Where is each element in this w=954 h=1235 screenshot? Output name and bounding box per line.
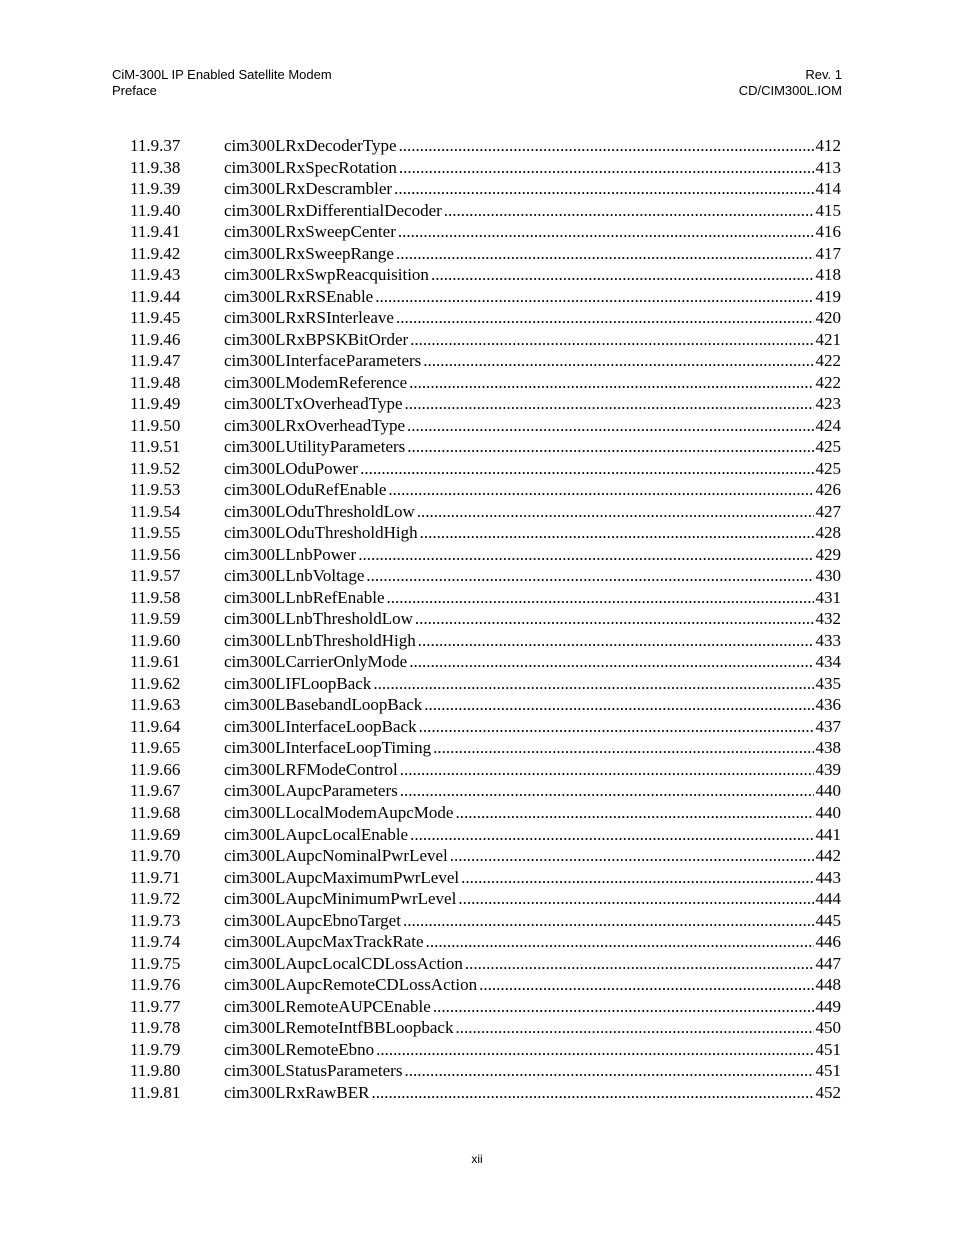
toc-entry-number: 11.9.71 <box>130 867 181 887</box>
dot-leader <box>371 1082 813 1104</box>
toc-entry-page[interactable]: 444 <box>815 889 841 909</box>
toc-entry-number: 11.9.53 <box>130 480 181 500</box>
toc-entry-page[interactable]: 436 <box>815 695 841 715</box>
dot-leader <box>358 544 813 566</box>
toc-entry-title[interactable]: cim300LRxBPSKBitOrder <box>224 329 409 349</box>
toc-entry[interactable] <box>130 716 841 738</box>
toc-entry[interactable] <box>130 415 841 437</box>
toc-entry[interactable] <box>130 974 841 996</box>
toc-entry-page[interactable]: 414 <box>815 179 841 199</box>
dot-leader <box>423 350 813 372</box>
toc-entry-title[interactable]: cim300LRxDecoderType <box>224 136 397 155</box>
toc-entry-number: 11.9.42 <box>130 243 181 263</box>
toc-entry-title[interactable]: cim300LInterfaceLoopTiming <box>224 738 432 758</box>
toc-entry-title[interactable]: cim300LRFModeControl <box>224 759 398 779</box>
dot-leader <box>407 415 813 437</box>
toc-entry-number: 11.9.41 <box>130 222 181 242</box>
toc-entry-title[interactable]: cim300LRxRSInterleave <box>224 308 394 328</box>
table-of-contents <box>130 135 841 1103</box>
toc-entry-page[interactable]: 437 <box>815 716 841 736</box>
dot-leader <box>410 329 813 351</box>
toc-entry-title[interactable]: cim300LOduPower <box>224 458 359 478</box>
toc-entry-number: 11.9.73 <box>130 910 181 930</box>
toc-entry[interactable] <box>130 372 841 394</box>
toc-entry[interactable] <box>130 910 841 932</box>
revision: Rev. 1 <box>805 67 842 82</box>
toc-entry-title[interactable]: cim300LIFLoopBack <box>224 673 372 693</box>
toc-entry-page[interactable]: 449 <box>815 996 841 1016</box>
toc-entry-page[interactable]: 417 <box>815 243 841 263</box>
toc-entry-number: 11.9.58 <box>130 587 181 607</box>
toc-entry-page[interactable]: 452 <box>815 1082 841 1102</box>
toc-entry-title[interactable]: cim300LModemReference <box>224 372 408 392</box>
toc-entry[interactable] <box>130 544 841 566</box>
toc-entry-number: 11.9.77 <box>130 996 181 1016</box>
toc-entry-title[interactable]: cim300LInterfaceLoopBack <box>224 716 417 736</box>
toc-entry-title[interactable]: cim300LRxSweepRange <box>224 243 394 263</box>
dot-leader <box>373 673 813 695</box>
toc-entry[interactable] <box>130 824 841 846</box>
toc-entry-number: 11.9.65 <box>130 738 181 758</box>
toc-entry-page[interactable]: 428 <box>815 523 841 543</box>
toc-entry-title[interactable]: cim300LLnbVoltage <box>224 566 365 586</box>
toc-entry[interactable] <box>130 479 841 501</box>
toc-entry-number: 11.9.67 <box>130 781 181 801</box>
toc-entry-number: 11.9.37 <box>130 136 181 155</box>
toc-entry-page[interactable]: 440 <box>815 802 841 822</box>
dot-leader <box>400 759 814 781</box>
toc-entry[interactable] <box>130 1017 841 1039</box>
toc-entry-number: 11.9.50 <box>130 415 181 435</box>
toc-entry-page[interactable]: 441 <box>815 824 841 844</box>
toc-entry-page[interactable]: 446 <box>815 932 841 952</box>
toc-entry[interactable] <box>130 608 841 630</box>
toc-entry-number: 11.9.43 <box>130 265 181 285</box>
toc-entry[interactable] <box>130 286 841 308</box>
toc-entry-title[interactable]: cim300LStatusParameters <box>224 1061 403 1081</box>
toc-entry-number: 11.9.49 <box>130 394 181 414</box>
toc-entry-page[interactable]: 431 <box>815 587 841 607</box>
toc-entry[interactable] <box>130 1082 841 1104</box>
toc-entry-number: 11.9.70 <box>130 846 181 866</box>
toc-entry-page[interactable]: 412 <box>815 136 841 155</box>
toc-entry-title[interactable]: cim300LOduThresholdLow <box>224 501 415 521</box>
toc-entry-number: 11.9.48 <box>130 372 181 392</box>
toc-entry-number: 11.9.69 <box>130 824 181 844</box>
toc-entry-page[interactable]: 429 <box>815 544 841 564</box>
toc-entry-page[interactable]: 434 <box>815 652 841 672</box>
toc-entry-page[interactable]: 439 <box>815 759 841 779</box>
toc-entry-title[interactable]: cim300LAupcRemoteCDLossAction <box>224 975 478 995</box>
dot-leader <box>396 307 814 329</box>
toc-entry-page[interactable]: 440 <box>815 781 841 801</box>
toc-entry-page[interactable]: 435 <box>815 673 841 693</box>
toc-entry[interactable] <box>130 264 841 286</box>
toc-entry[interactable] <box>130 157 841 179</box>
toc-entry-title[interactable]: cim300LRemoteEbno <box>224 1039 375 1059</box>
toc-entry-page[interactable]: 425 <box>815 437 841 457</box>
toc-entry[interactable] <box>130 1060 841 1082</box>
toc-entry-page[interactable]: 424 <box>815 415 841 435</box>
toc-entry-title[interactable]: cim300LOduRefEnable <box>224 480 387 500</box>
dot-leader <box>376 1039 813 1061</box>
toc-entry[interactable] <box>130 673 841 695</box>
dot-leader <box>433 996 814 1018</box>
toc-entry-title[interactable]: cim300LLnbThresholdLow <box>224 609 413 629</box>
toc-entry[interactable] <box>130 694 841 716</box>
dot-leader <box>396 243 814 265</box>
toc-entry[interactable] <box>130 200 841 222</box>
toc-entry-number: 11.9.78 <box>130 1018 181 1038</box>
dot-leader <box>404 1060 813 1082</box>
toc-entry-page[interactable]: 425 <box>815 458 841 478</box>
dot-leader <box>399 135 814 157</box>
dot-leader <box>403 910 814 932</box>
toc-entry-title[interactable]: cim300LAupcEbnoTarget <box>224 910 401 930</box>
dot-leader <box>366 565 813 587</box>
toc-entry[interactable] <box>130 522 841 544</box>
toc-entry-number: 11.9.55 <box>130 523 181 543</box>
toc-entry-title[interactable]: cim300LRxRawBER <box>224 1082 370 1102</box>
toc-entry-title[interactable]: cim300LRxSwpReacquisition <box>224 265 429 285</box>
toc-entry[interactable] <box>130 996 841 1018</box>
toc-entry-number: 11.9.66 <box>130 759 181 779</box>
dot-leader <box>388 479 813 501</box>
dot-leader <box>455 802 813 824</box>
toc-entry-page[interactable]: 423 <box>815 394 841 414</box>
toc-entry-number: 11.9.40 <box>130 200 181 220</box>
dot-leader <box>450 845 814 867</box>
document-title: CiM-300L IP Enabled Satellite Modem <box>112 67 332 82</box>
dot-leader <box>465 953 814 975</box>
toc-entry-page[interactable]: 445 <box>815 910 841 930</box>
toc-entry-title[interactable]: cim300LAupcLocalCDLossAction <box>224 953 463 973</box>
toc-entry-number: 11.9.51 <box>130 437 181 457</box>
page-number: xii <box>471 1152 483 1166</box>
document-code: CD/CIM300L.IOM <box>738 83 842 98</box>
dot-leader <box>399 157 814 179</box>
toc-entry-title[interactable]: cim300LRxSpecRotation <box>224 157 397 177</box>
toc-entry-title[interactable]: cim300LCarrierOnlyMode <box>224 652 408 672</box>
toc-entry-number: 11.9.60 <box>130 630 181 650</box>
toc-entry-title[interactable]: cim300LRxOverheadType <box>224 415 406 435</box>
toc-entry-title[interactable]: cim300LRxRSEnable <box>224 286 374 306</box>
dot-leader <box>375 286 813 308</box>
toc-entry-number: 11.9.79 <box>130 1039 181 1059</box>
dot-leader <box>418 630 814 652</box>
dot-leader <box>444 200 814 222</box>
dot-leader <box>420 522 814 544</box>
toc-entry-page[interactable]: 416 <box>815 222 841 242</box>
toc-entry-title[interactable]: cim300LRxSweepCenter <box>224 222 396 242</box>
header-left <box>112 67 332 99</box>
toc-entry-number: 11.9.72 <box>130 889 181 909</box>
toc-entry-number: 11.9.62 <box>130 673 181 693</box>
toc-entry[interactable] <box>130 329 841 351</box>
toc-entry-number: 11.9.47 <box>130 351 181 371</box>
dot-leader <box>407 436 813 458</box>
toc-entry-page[interactable]: 413 <box>815 157 841 177</box>
toc-entry-title[interactable]: cim300LBasebandLoopBack <box>224 695 423 715</box>
toc-entry[interactable] <box>130 565 841 587</box>
dot-leader <box>409 651 813 673</box>
toc-entry-page[interactable]: 427 <box>815 501 841 521</box>
header-right <box>739 67 842 99</box>
toc-entry-page[interactable]: 438 <box>815 738 841 758</box>
toc-entry-number: 11.9.74 <box>130 932 181 952</box>
dot-leader <box>424 694 813 716</box>
toc-entry-number: 11.9.80 <box>130 1061 181 1081</box>
toc-entry-page[interactable]: 450 <box>815 1018 841 1038</box>
toc-entry-page[interactable]: 418 <box>815 265 841 285</box>
toc-entry-title[interactable]: cim300LAupcMaxTrackRate <box>224 932 424 952</box>
toc-entry-page[interactable]: 442 <box>815 846 841 866</box>
toc-entry-number: 11.9.75 <box>130 953 181 973</box>
toc-entry-page[interactable]: 443 <box>815 867 841 887</box>
toc-entry[interactable] <box>130 630 841 652</box>
dot-leader <box>387 587 814 609</box>
toc-entry[interactable] <box>130 802 841 824</box>
dot-leader <box>431 264 814 286</box>
toc-entry[interactable] <box>130 1039 841 1061</box>
toc-entry-title[interactable]: cim300LUtilityParameters <box>224 437 406 457</box>
toc-entry-page[interactable]: 432 <box>815 609 841 629</box>
toc-entry[interactable] <box>130 307 841 329</box>
toc-entry-number: 11.9.44 <box>130 286 181 306</box>
toc-entry-number: 11.9.52 <box>130 458 181 478</box>
dot-leader <box>419 716 814 738</box>
toc-entry-title[interactable]: cim300LLnbThresholdHigh <box>224 630 416 650</box>
toc-entry[interactable] <box>130 393 841 415</box>
toc-entry-page[interactable]: 430 <box>815 566 841 586</box>
toc-entry[interactable] <box>130 780 841 802</box>
toc-entry-number: 11.9.59 <box>130 609 181 629</box>
toc-entry-number: 11.9.45 <box>130 308 181 328</box>
toc-entry-number: 11.9.38 <box>130 157 181 177</box>
toc-entry-page[interactable]: 451 <box>815 1061 841 1081</box>
section-name: Preface <box>112 83 157 98</box>
toc-entry-page[interactable]: 422 <box>815 372 841 392</box>
toc-entry-title[interactable]: cim300LLocalModemAupcMode <box>224 802 454 822</box>
toc-entry-title[interactable]: cim300LInterfaceParameters <box>224 351 422 371</box>
toc-entry-number: 11.9.39 <box>130 179 181 199</box>
toc-entry-title[interactable]: cim300LLnbPower <box>224 544 357 564</box>
toc-entry-page[interactable]: 451 <box>815 1039 841 1059</box>
toc-entry-page[interactable]: 433 <box>815 630 841 650</box>
toc-entry-title[interactable]: cim300LRxDescrambler <box>224 179 393 199</box>
dot-leader <box>410 824 813 846</box>
toc-entry[interactable] <box>130 135 841 157</box>
toc-entry[interactable] <box>130 931 841 953</box>
toc-entry-page[interactable]: 448 <box>815 975 841 995</box>
toc-entry-title[interactable]: cim300LRemoteIntfBBLoopback <box>224 1018 454 1038</box>
toc-entry-number: 11.9.64 <box>130 716 181 736</box>
dot-leader <box>461 867 813 889</box>
toc-entry[interactable] <box>130 178 841 200</box>
toc-entry[interactable] <box>130 888 841 910</box>
toc-entry-number: 11.9.76 <box>130 975 181 995</box>
toc-entry[interactable] <box>130 501 841 523</box>
dot-leader <box>398 221 814 243</box>
toc-entry-number: 11.9.57 <box>130 566 181 586</box>
toc-entry-page[interactable]: 419 <box>815 286 841 306</box>
toc-entry-number: 11.9.61 <box>130 652 181 672</box>
toc-entry[interactable] <box>130 243 841 265</box>
dot-leader <box>433 737 813 759</box>
toc-entry-title[interactable]: cim300LAupcParameters <box>224 781 398 801</box>
dot-leader <box>409 372 813 394</box>
toc-entry-page[interactable]: 426 <box>815 480 841 500</box>
toc-entry-page[interactable]: 422 <box>815 351 841 371</box>
dot-leader <box>479 974 813 996</box>
toc-entry[interactable] <box>130 759 841 781</box>
toc-entry[interactable] <box>130 867 841 889</box>
dot-leader <box>426 931 814 953</box>
toc-entry-title[interactable]: cim300LOduThresholdHigh <box>224 523 418 543</box>
dot-leader <box>360 458 813 480</box>
toc-entry-title[interactable]: cim300LRemoteAUPCEnable <box>224 996 431 1016</box>
dot-leader <box>405 393 814 415</box>
dot-leader <box>415 608 814 630</box>
toc-entry-page[interactable]: 415 <box>815 200 841 220</box>
toc-entry-page[interactable]: 421 <box>815 329 841 349</box>
toc-entry[interactable] <box>130 350 841 372</box>
toc-entry[interactable] <box>130 221 841 243</box>
toc-entry[interactable] <box>130 953 841 975</box>
dot-leader <box>417 501 814 523</box>
toc-entry[interactable] <box>130 845 841 867</box>
toc-entry-title[interactable]: cim300LAupcMaximumPwrLevel <box>224 867 460 887</box>
toc-entry-number: 11.9.46 <box>130 329 181 349</box>
toc-entry-number: 11.9.56 <box>130 544 181 564</box>
toc-entry-title[interactable]: cim300LAupcLocalEnable <box>224 824 409 844</box>
toc-entry-title[interactable]: cim300LRxDifferentialDecoder <box>224 200 442 220</box>
toc-entry[interactable] <box>130 436 841 458</box>
toc-entry-title[interactable]: cim300LAupcMinimumPwrLevel <box>224 889 457 909</box>
dot-leader <box>394 178 813 200</box>
toc-entry-title[interactable]: cim300LLnbRefEnable <box>224 587 385 607</box>
dot-leader <box>458 888 813 910</box>
toc-entry-number: 11.9.63 <box>130 695 181 715</box>
toc-entry[interactable] <box>130 587 841 609</box>
toc-entry-title[interactable]: cim300LAupcNominalPwrLevel <box>224 846 448 866</box>
toc-entry[interactable] <box>130 737 841 759</box>
dot-leader <box>455 1017 813 1039</box>
toc-entry-title[interactable]: cim300LTxOverheadType <box>224 394 403 414</box>
toc-entry-page[interactable]: 420 <box>815 308 841 328</box>
toc-entry[interactable] <box>130 651 841 673</box>
toc-entry-number: 11.9.54 <box>130 501 181 521</box>
toc-entry-page[interactable]: 447 <box>815 953 841 973</box>
toc-entry-number: 11.9.68 <box>130 802 181 822</box>
dot-leader <box>400 780 814 802</box>
toc-entry[interactable] <box>130 458 841 480</box>
toc-entry-number: 11.9.81 <box>130 1082 181 1102</box>
